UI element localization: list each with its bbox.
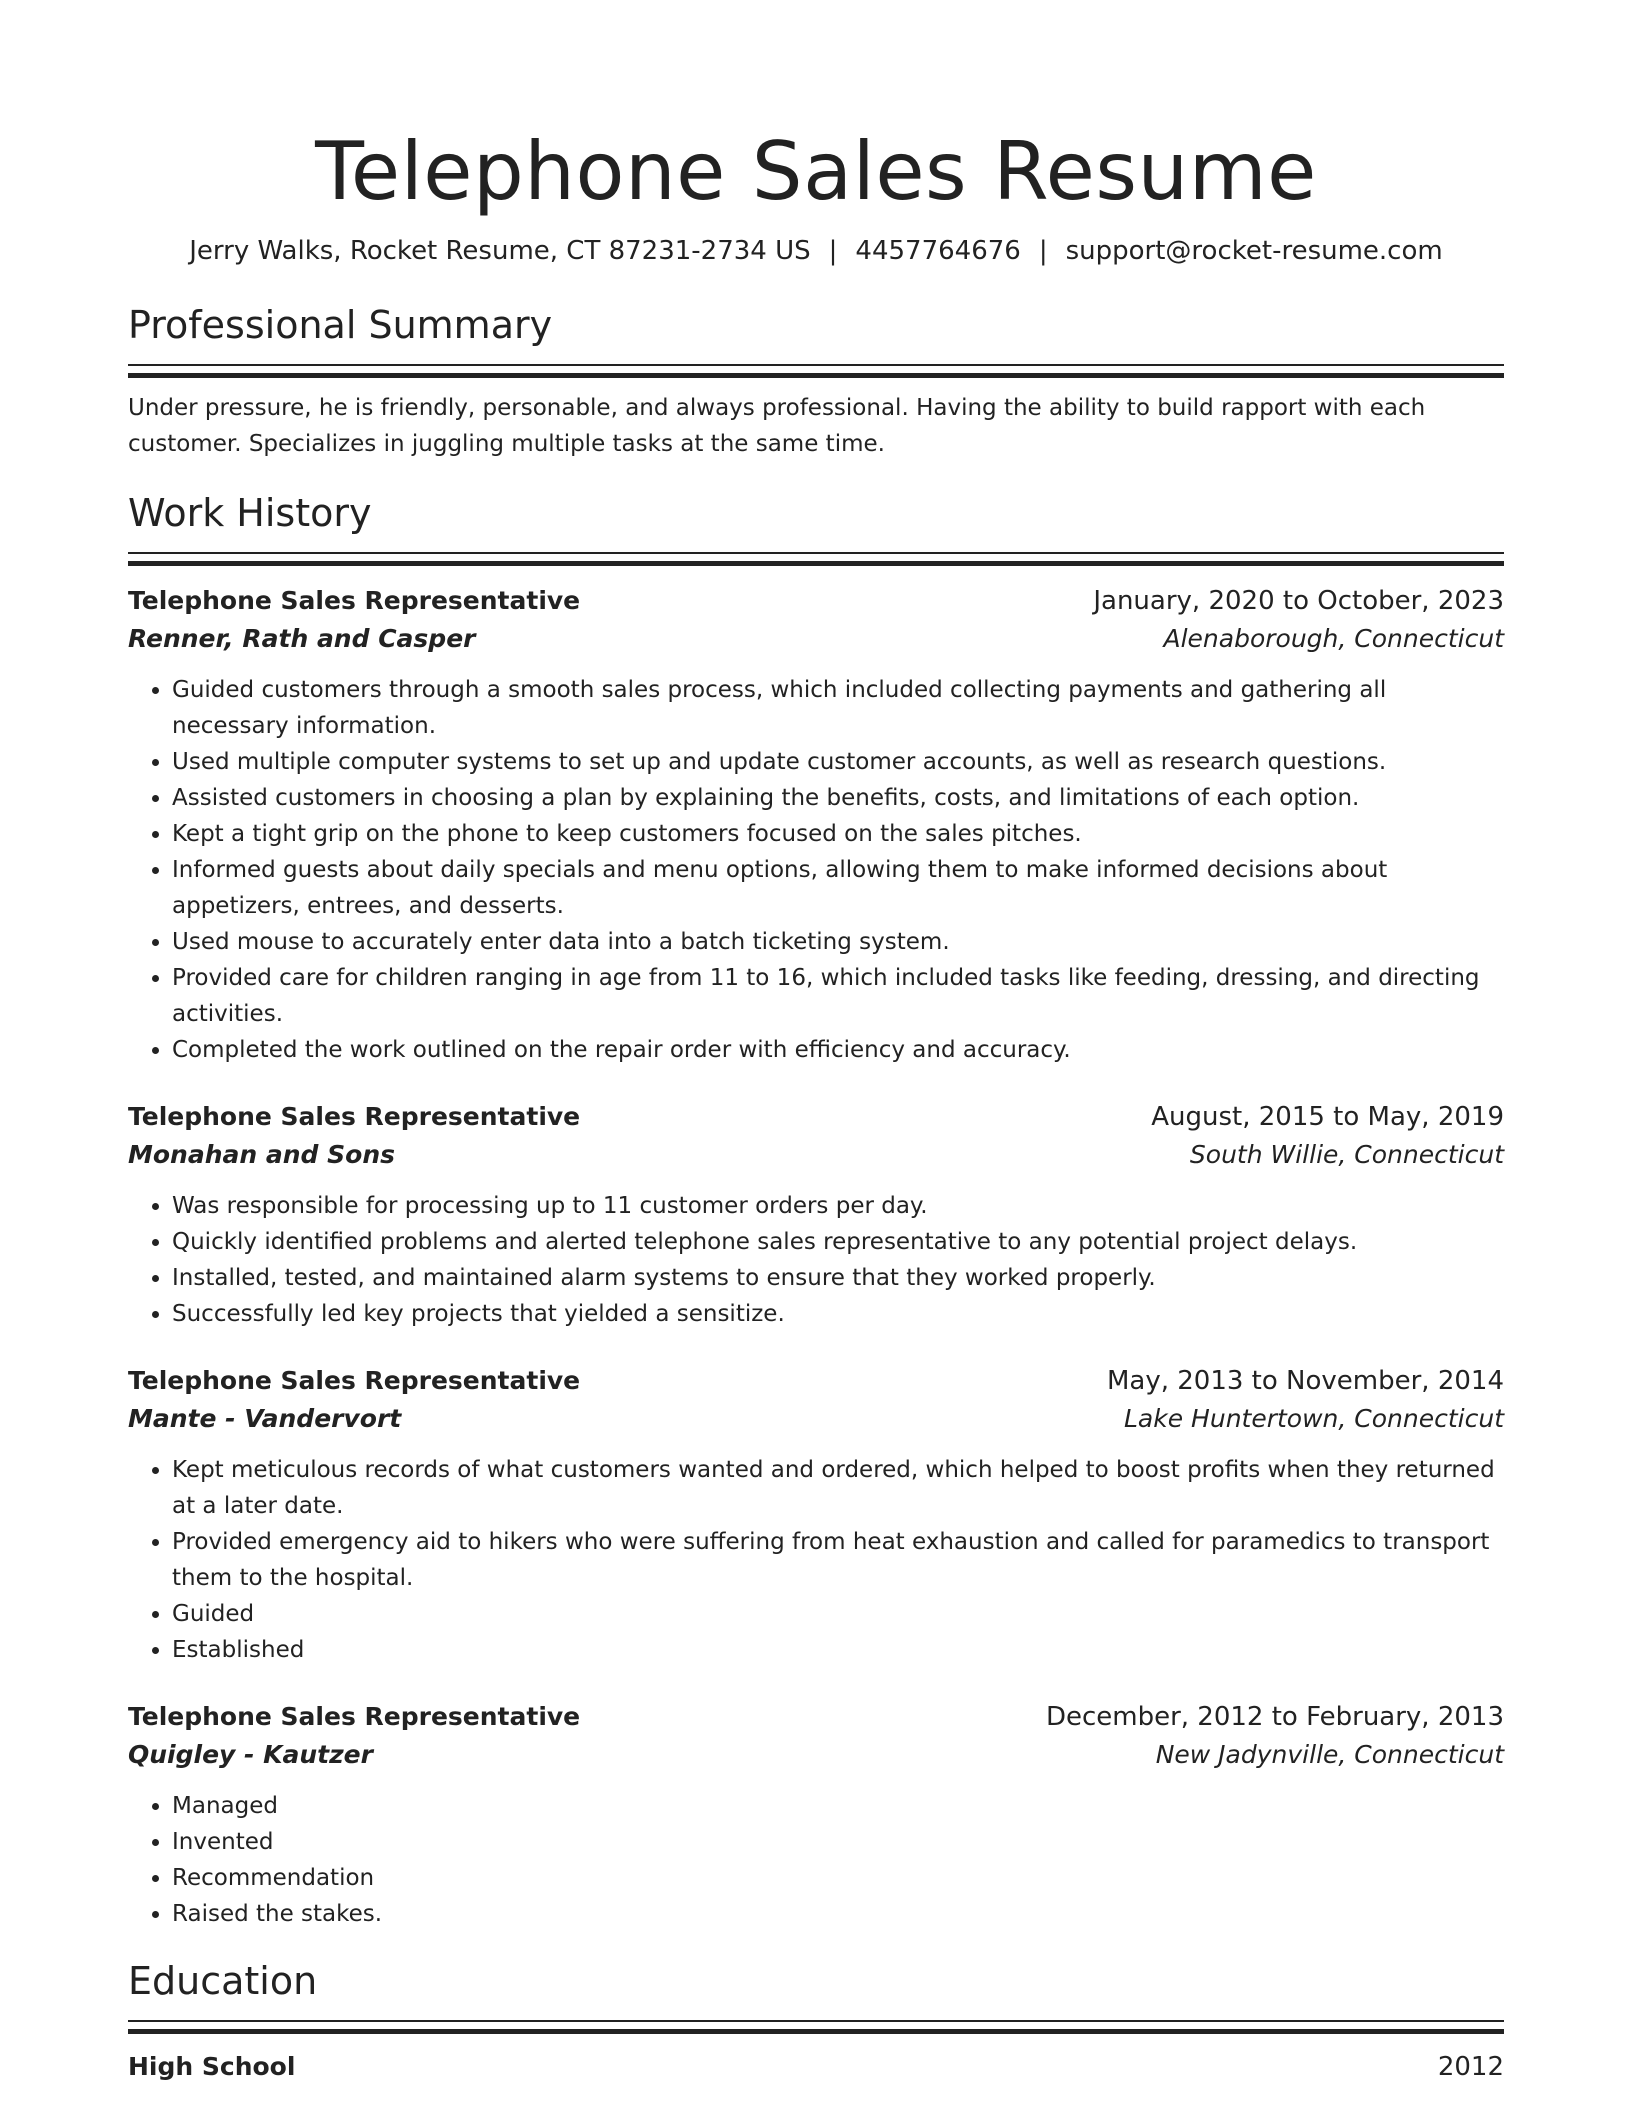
job-bullet-list [128,672,1504,1068]
job-company: Quigley - Kautzer [128,1740,373,1769]
job-title: Telephone Sales Representative [128,1702,581,1731]
job-dates: August, 2015 to May, 2019 [1151,1102,1504,1132]
job-bullet: • Guided customers through a smooth sales process, which included collecting payments and gathering all necessary information. [172,672,1504,744]
job-entry [128,582,1504,1068]
job-title: Telephone Sales Representative [128,1366,581,1395]
job-bullet-list [128,1788,1504,1932]
work-history-heading: Work History [128,491,372,535]
summary-text: Under pressure, he is friendly, personable, and always professional. Having the ability to build rapport with each customer. Specializes in juggling multiple tasks at the same time. [128,395,1426,457]
job-bullet-list [128,1452,1504,1668]
job-bullet: • Provided emergency aid to hikers who were suffering from heat exhaustion and called for paramedics to transport them to the hospital. [172,1524,1504,1596]
job-bullet: • Kept meticulous records of what customers wanted and ordered, which helped to boost profits when they returned at a later date. [172,1452,1504,1524]
job-bullet: • Guided [172,1596,1504,1632]
job-dates: May, 2013 to November, 2014 [1106,1366,1504,1396]
contact-separator: | [828,236,838,266]
job-title: Telephone Sales Representative [128,586,581,615]
education-entry [128,2048,1504,2086]
contact-phone: 4457764676 [855,236,1021,266]
education-heading: Education [128,1959,318,2003]
job-bullet: • Installed, tested, and maintained alarm systems to ensure that they worked properly. [172,1260,1504,1296]
job-bullet: • Recommendation [172,1860,1504,1896]
job-location: Alenaborough, Connecticut [1163,624,1504,653]
job-location: South Willie, Connecticut [1189,1140,1504,1169]
contact-separator: | [1038,236,1048,266]
section-divider [128,2020,1504,2034]
job-location: New Jadynville, Connecticut [1155,1740,1504,1769]
job-bullet: • Completed the work outlined on the repair order with efficiency and accuracy. [172,1032,1504,1068]
job-bullet: • Provided care for children ranging in age from 11 to 16, which included tasks like feeding, dressing, and directing activities. [172,960,1504,1032]
resume-page [128,0,1504,2086]
job-bullet-list [128,1188,1504,1332]
education-section [128,1958,1504,2086]
summary-section [128,302,1504,462]
job-bullet: • Invented [172,1824,1504,1860]
job-location: Lake Huntertown, Connecticut [1124,1404,1504,1433]
job-bullet: • Kept a tight grip on the phone to keep customers focused on the sales pitches. [172,816,1504,852]
job-company: Mante - Vandervort [128,1404,402,1433]
education-year: 2012 [1437,2052,1504,2082]
contact-address: Jerry Walks, Rocket Resume, CT 87231-2734 US [189,236,811,266]
resume-title: Telephone Sales Resume [315,125,1317,218]
job-bullet: • Established [172,1632,1504,1668]
contact-email: support@rocket-resume.com [1065,236,1443,266]
job-bullet: • Managed [172,1788,1504,1824]
job-dates: December, 2012 to February, 2013 [1045,1702,1504,1732]
summary-heading: Professional Summary [128,303,553,347]
section-divider [128,552,1504,566]
contact-line [128,234,1504,268]
job-title: Telephone Sales Representative [128,1102,581,1131]
work-history-section [128,490,1504,1932]
education-degree: High School [128,2052,296,2081]
job-bullet: • Used mouse to accurately enter data into a batch ticketing system. [172,924,1504,960]
job-bullet: • Used multiple computer systems to set up and update customer accounts, as well as research questions. [172,744,1504,780]
job-entry [128,1362,1504,1668]
job-entry [128,1698,1504,1932]
job-bullet: • Was responsible for processing up to 11 customer orders per day. [172,1188,1504,1224]
job-bullet: • Informed guests about daily specials and menu options, allowing them to make informed decisions about appetizers, entrees, and desserts. [172,852,1504,924]
job-entry [128,1098,1504,1332]
job-bullet: • Raised the stakes. [172,1896,1504,1932]
job-bullet: • Successfully led key projects that yielded a sensitize. [172,1296,1504,1332]
job-bullet: • Assisted customers in choosing a plan by explaining the benefits, costs, and limitations of each option. [172,780,1504,816]
job-dates: January, 2020 to October, 2023 [1093,586,1504,616]
section-divider [128,364,1504,378]
job-company: Monahan and Sons [128,1140,396,1169]
job-bullet: • Quickly identified problems and alerted telephone sales representative to any potential project delays. [172,1224,1504,1260]
job-company: Renner, Rath and Casper [128,624,476,653]
